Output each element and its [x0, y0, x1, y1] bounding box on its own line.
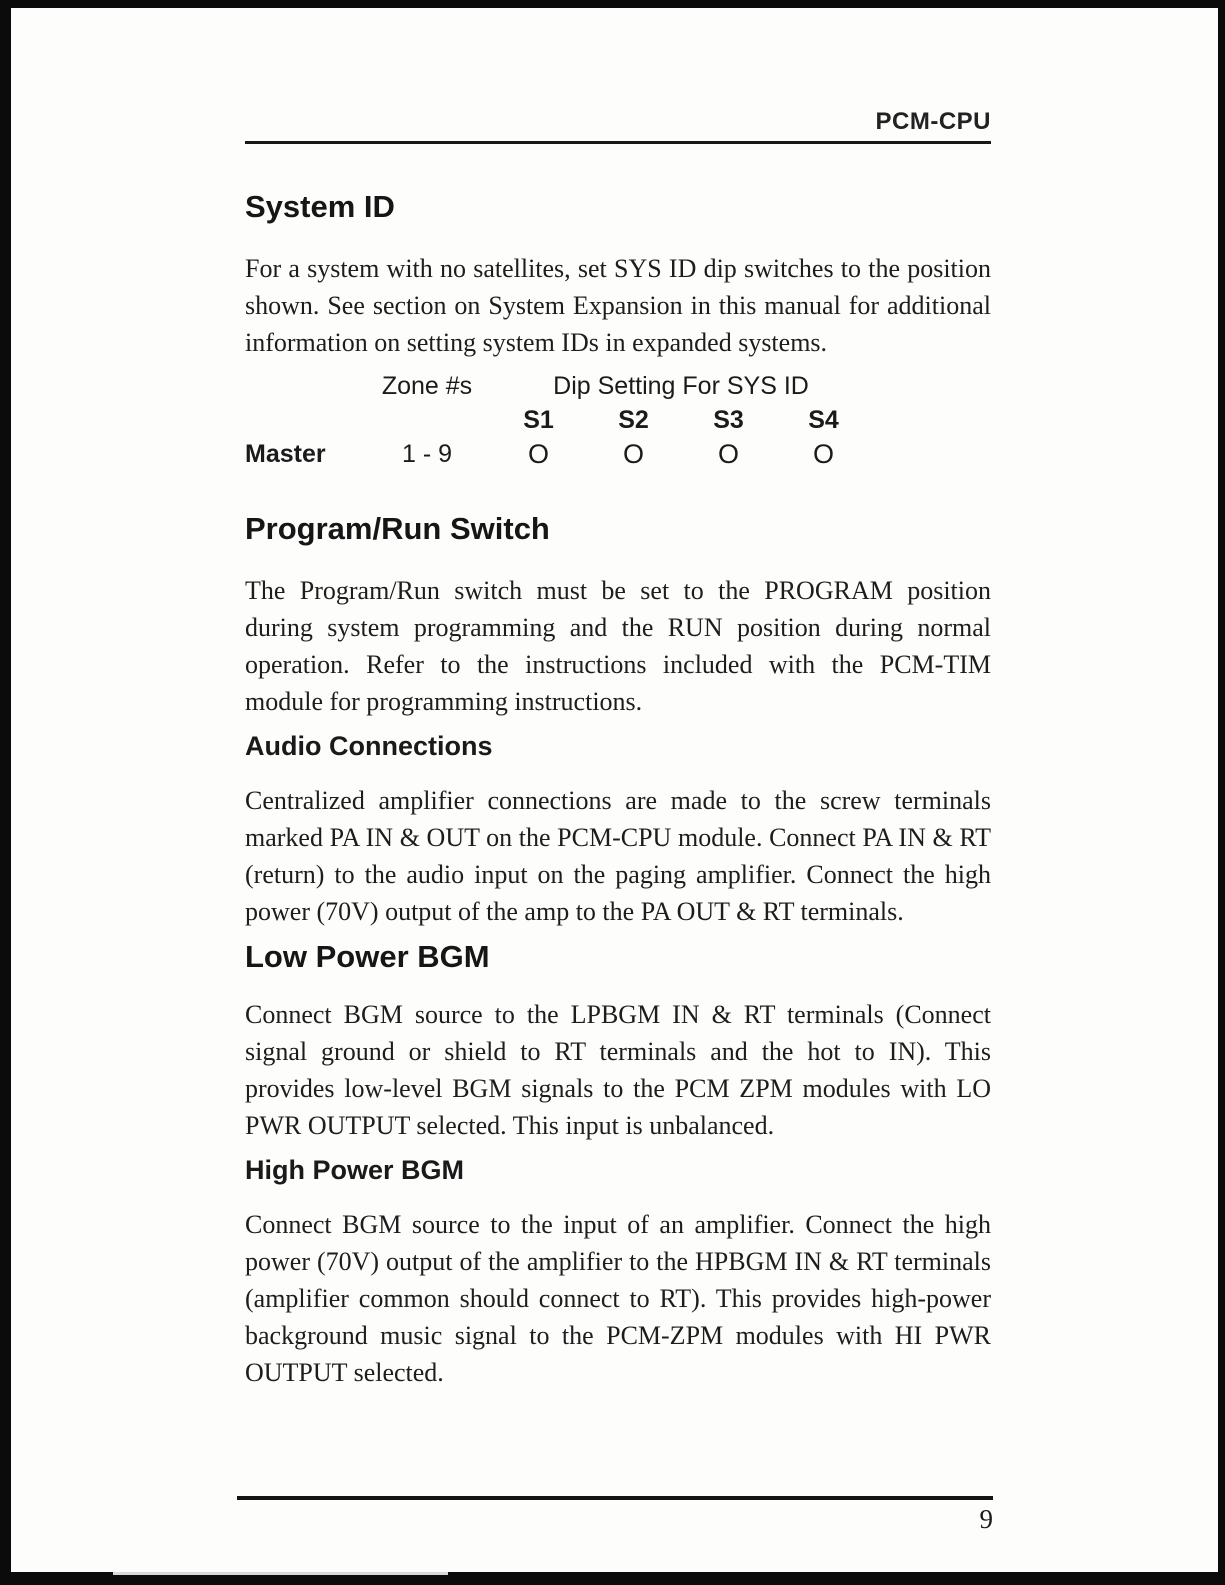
table-header-s2: S2: [618, 406, 649, 434]
section-title-audio-connections: Audio Connections: [245, 731, 493, 761]
running-header: PCM-CPU: [875, 108, 991, 135]
paragraph-audio-connections: Centralized amplifier connections are made to the screw terminals marked PA IN & OUT on the PCM-CPU module. Connect PA IN & RT (return) to the audio input on the paging amplifier. Connect the high power (70V) output of the amp to the PA OUT & RT terminals.: [245, 786, 991, 926]
dip-setting-table: [245, 371, 991, 470]
section-title-high-power-bgm: High Power BGM: [245, 1155, 465, 1185]
paragraph-high-power-bgm: Connect BGM source to the input of an amplifier. Connect the high power (70V) output of the amplifier to the HPBGM IN & RT terminals (amplifier common should connect to RT). This provides high-power background music signal to the PCM-ZPM modules with HI PWR OUTPUT selected.: [245, 1210, 991, 1387]
paragraph-system-id: For a system with no satellites, set SYS ID dip switches to the position shown. See section on System Expansion in this manual for additional information on setting system IDs in expanded systems.: [245, 254, 991, 357]
scan-artifact-line: [113, 1572, 448, 1575]
section-title-low-power-bgm: Low Power BGM: [245, 939, 490, 974]
section-title-program-run-switch: Program/Run Switch: [245, 511, 550, 546]
table-header-dip-setting: Dip Setting For SYS ID: [553, 372, 809, 400]
table-row-label-master: Master: [245, 440, 326, 468]
section-title-system-id: System ID: [245, 189, 395, 224]
table-header-s3: S3: [713, 406, 744, 434]
table-header-s1: S1: [523, 406, 554, 434]
table-cell-zone-range: 1 - 9: [401, 440, 453, 468]
paragraph-program-run-switch: The Program/Run switch must be set to the PROGRAM position during system programming and the RUN position during normal operation. Refer to the instructions included with the PCM-TIM module for programming instructions.: [245, 576, 991, 716]
dip-switch-s4-value: O: [812, 439, 834, 469]
document-page: [11, 8, 1218, 1572]
table-header-zones: Zone #s: [381, 372, 473, 400]
page-content: [245, 8, 991, 1391]
paragraph-low-power-bgm: Connect BGM source to the LPBGM IN & RT terminals (Connect signal ground or shield to RT terminals and the hot to IN). This provides low-level BGM signals to the PCM ZPM modules with LO PWR OUTPUT selected. This input is unbalanced.: [245, 1000, 991, 1140]
footer-rule: [237, 1496, 993, 1500]
dip-switch-s1-value: O: [527, 439, 549, 469]
header-rule: [245, 141, 991, 144]
page-number: 9: [979, 1504, 993, 1534]
dip-switch-s2-value: O: [622, 439, 644, 469]
table-header-s4: S4: [808, 406, 839, 434]
dip-switch-s3-value: O: [717, 439, 739, 469]
